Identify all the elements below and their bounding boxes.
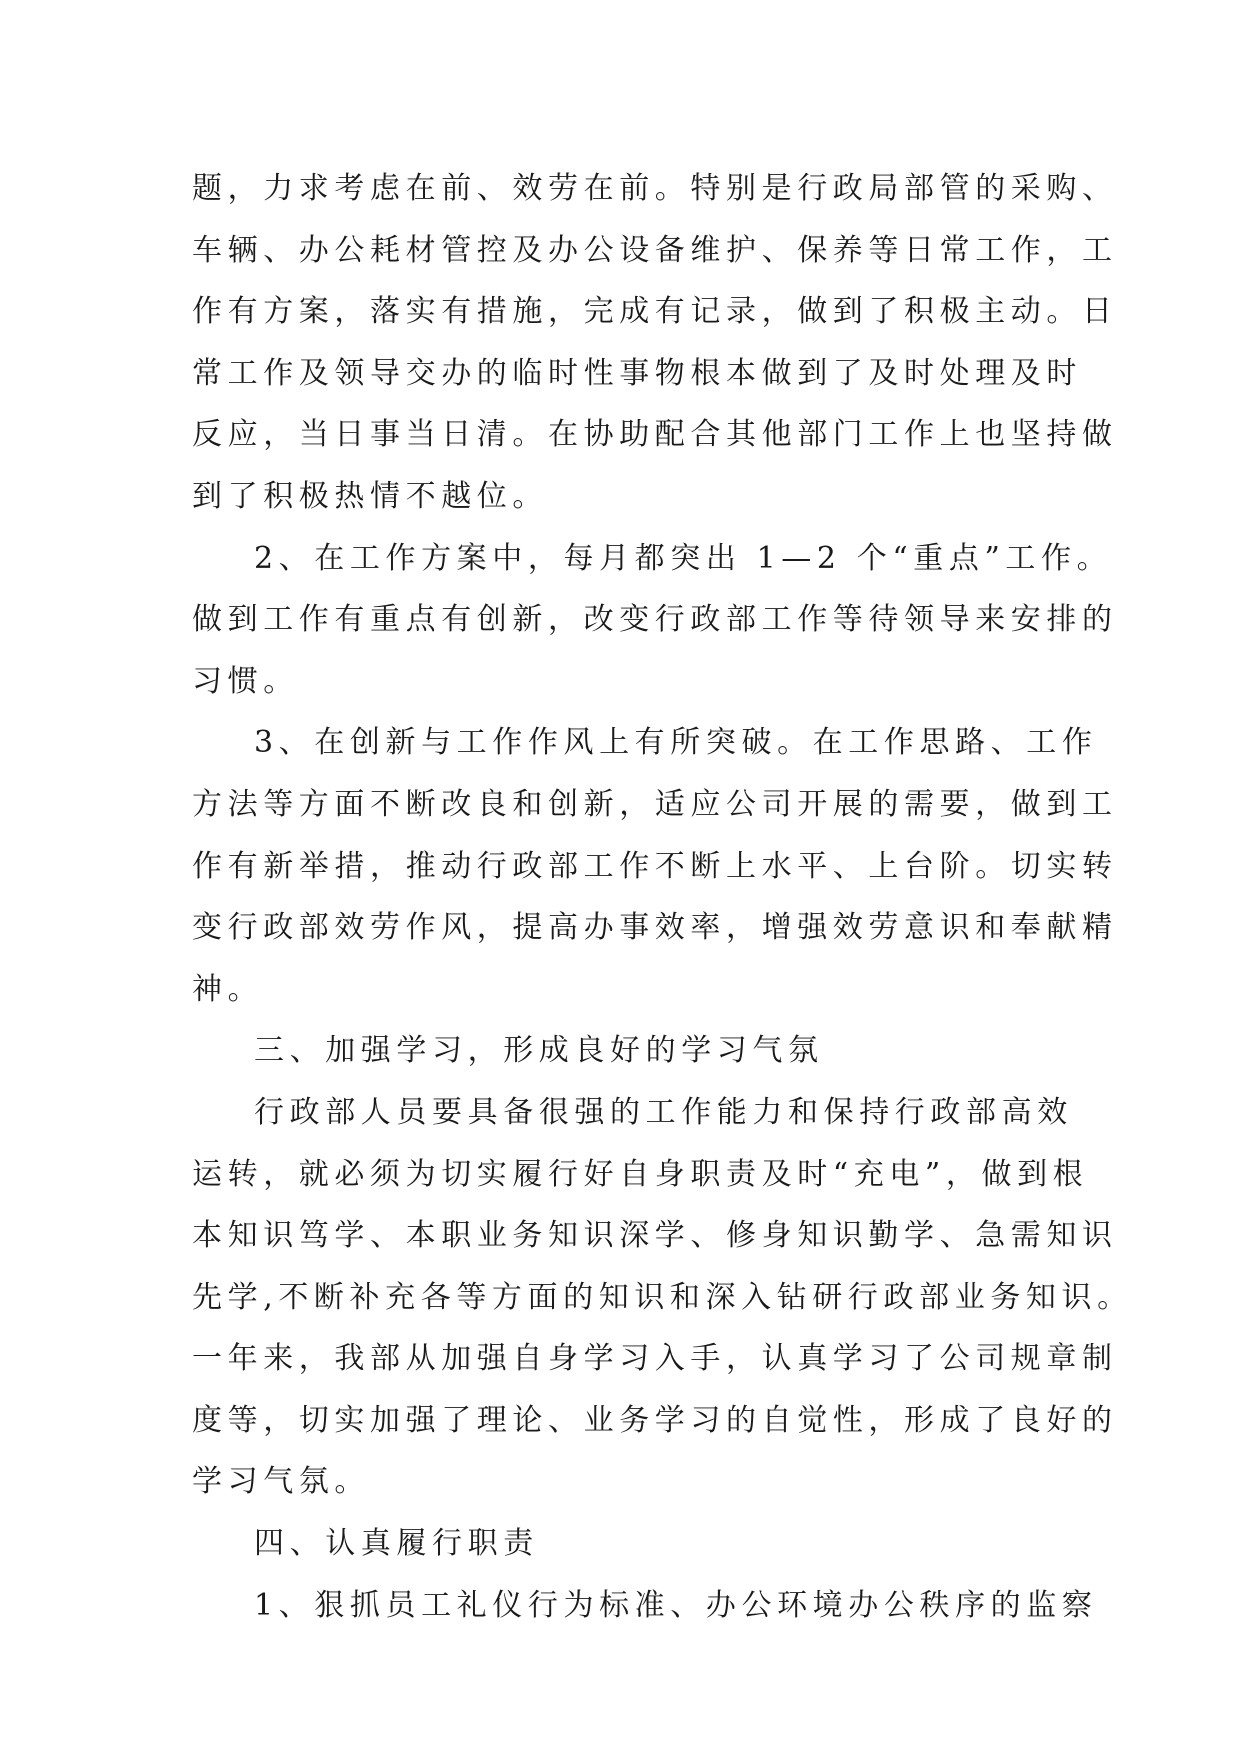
section-heading-4: 四、认真履行职责	[254, 1526, 539, 1562]
text-line: 作有方案，落实有措施，完成有记录，做到了积极主动。日	[192, 294, 1118, 330]
text-line: 本知识笃学、本职业务知识深学、修身知识勤学、急需知识	[192, 1218, 1118, 1254]
text-line: 作有新举措，推动行政部工作不断上水平、上台阶。切实转	[192, 848, 1118, 884]
text-line: 车辆、办公耗材管控及办公设备维护、保养等日常工作，工	[192, 232, 1118, 268]
text-line: 到了积极热情不越位。	[192, 478, 548, 514]
text-line: 神。	[192, 971, 264, 1007]
paragraph-start-learning: 行政部人员要具备很强的工作能力和保持行政部高效	[254, 1094, 1073, 1130]
text-line: 运转，就必须为切实履行好自身职责及时“充电”，做到根	[192, 1156, 1089, 1192]
text-line: 一年来，我部从加强自身学习入手，认真学习了公司规章制	[192, 1341, 1118, 1377]
text-line: 反应，当日事当日清。在协助配合其他部门工作上也坚持做	[192, 417, 1118, 453]
text-line: 题，力求考虑在前、效劳在前。特别是行政局部管的采购、	[192, 171, 1118, 206]
text-line: 度等，切实加强了理论、业务学习的自觉性，形成了良好的	[192, 1402, 1118, 1438]
text-line: 学习气氛。	[192, 1464, 370, 1500]
section-heading-3: 三、加强学习，形成良好的学习气氛	[254, 1033, 824, 1069]
paragraph-start-2: 2、在工作方案中，每月都突出 1—2 个“重点”工作。	[254, 540, 1113, 576]
document-body	[192, 158, 1133, 1636]
paragraph-start-3: 3、在创新与工作作风上有所突破。在工作思路、工作	[254, 725, 1098, 761]
text-line: 先学,不断补充各等方面的知识和深入钻研行政部业务知识。	[192, 1279, 1133, 1315]
text-line: 做到工作有重点有创新，改变行政部工作等待领导来安排的	[192, 602, 1118, 638]
text-line: 习惯。	[192, 663, 299, 699]
paragraph-start-1: 1、狠抓员工礼仪行为标准、办公环境办公秩序的监察	[254, 1587, 1098, 1623]
text-line: 常工作及领导交办的临时性事物根本做到了及时处理及时	[192, 355, 1082, 391]
text-line: 方法等方面不断改良和创新，适应公司开展的需要，做到工	[192, 786, 1118, 822]
text-line: 变行政部效劳作风，提高办事效率，增强效劳意识和奉献精	[192, 910, 1118, 946]
